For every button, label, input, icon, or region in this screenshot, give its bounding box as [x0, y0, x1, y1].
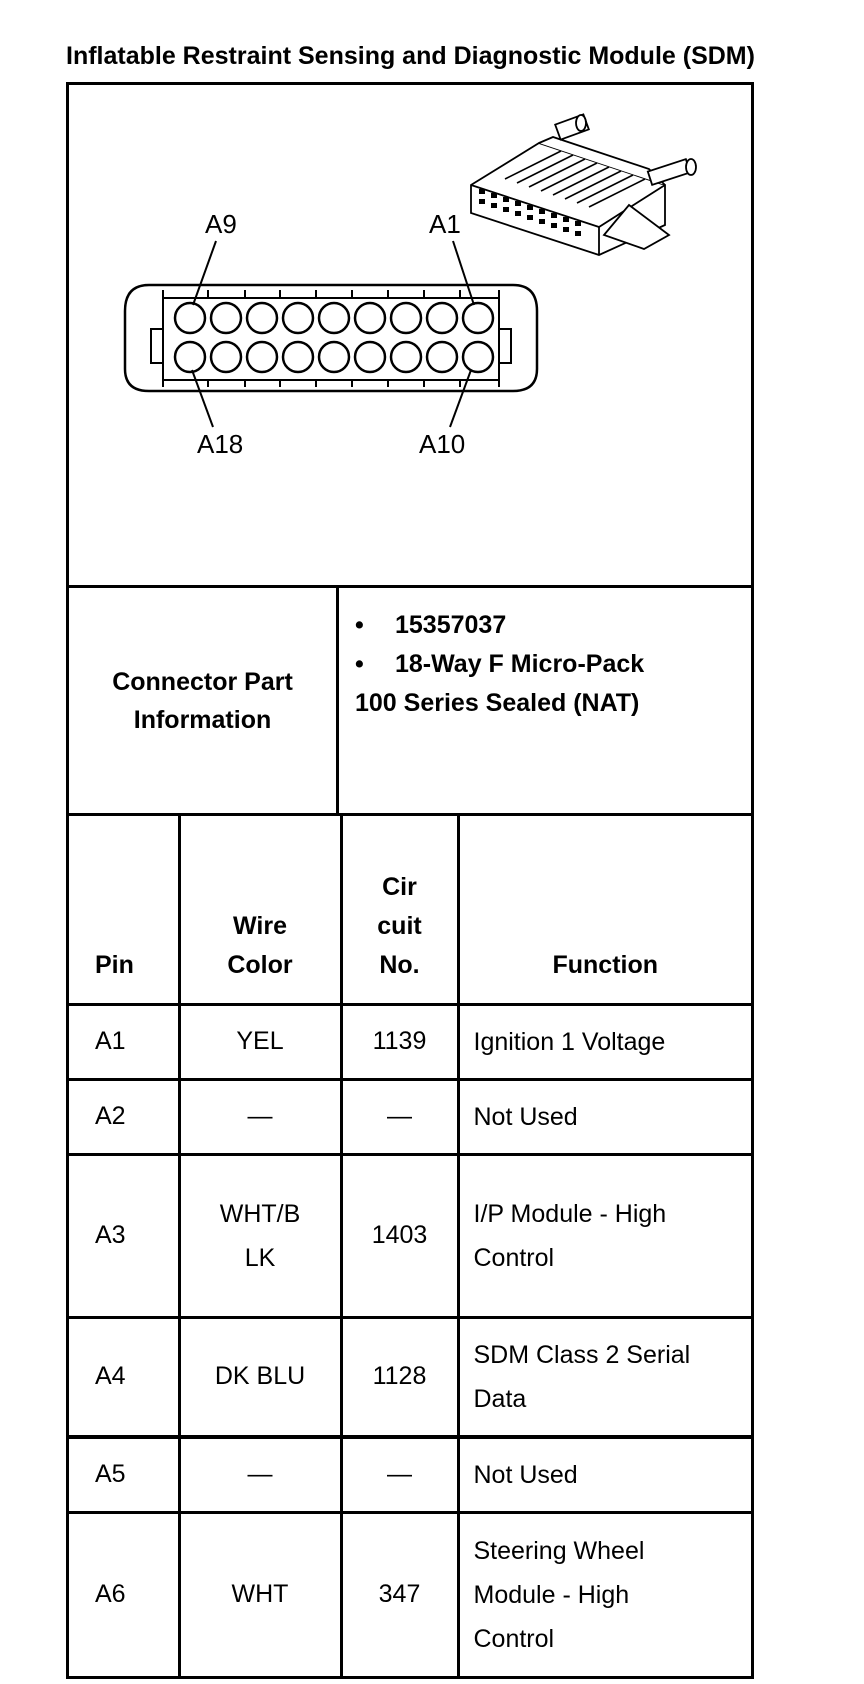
pin-cell: A2 — [69, 1079, 179, 1154]
wire-color-cell: YEL — [179, 1004, 341, 1079]
circuit-cell: 1403 — [341, 1154, 458, 1317]
connector-end-view-table — [66, 82, 754, 1679]
part-number: 15357037 — [395, 611, 507, 639]
pinout-table — [69, 816, 751, 1679]
part-number-line — [355, 606, 751, 645]
wire-color-cell: — — [179, 1079, 341, 1154]
wire-color-cell: DK BLU — [179, 1317, 341, 1437]
header-circuit-line2: cuit — [377, 911, 422, 940]
function-line2: Control — [473, 1243, 555, 1272]
table-row — [69, 1317, 751, 1437]
circuit-cell: — — [341, 1437, 458, 1512]
pin-cell: A3 — [69, 1154, 179, 1317]
connector-description-line2: 100 Series Sealed (NAT) — [355, 689, 640, 717]
pin-label-a9: A9 — [205, 209, 237, 239]
connector-part-info-label — [69, 588, 339, 813]
pin-label-a10: A10 — [419, 429, 466, 459]
connector-diagram — [69, 85, 751, 588]
document-title: Inflatable Restraint Sensing and Diagnostic Module (SDM) — [66, 42, 755, 70]
function-line1: I/P Module - High — [473, 1199, 667, 1228]
connector-part-info-value — [339, 588, 751, 813]
function-line2: Module - High — [473, 1580, 630, 1609]
table-row — [69, 1154, 751, 1317]
circuit-cell: — — [341, 1079, 458, 1154]
wire-color-cell — [179, 1154, 341, 1317]
table-row — [69, 1004, 751, 1079]
circuit-cell: 1139 — [341, 1004, 458, 1079]
pin-cavities-bottom-row — [175, 342, 493, 372]
wire-color-line2: LK — [244, 1243, 276, 1272]
wire-color-cell: — — [179, 1437, 341, 1512]
header-circuit-line1: Cir — [382, 872, 417, 901]
right-latch — [499, 329, 511, 363]
function-line2: Data — [473, 1384, 527, 1413]
header-function: Function — [458, 816, 751, 1004]
function-line1: SDM Class 2 Serial — [473, 1340, 691, 1369]
function-cell: Ignition 1 Voltage — [458, 1004, 751, 1079]
pin-label-a18: A18 — [197, 429, 244, 459]
connector-description-line1 — [355, 645, 751, 684]
connector-part-label-line1: Connector Part — [112, 667, 293, 696]
table-row — [69, 1079, 751, 1154]
function-cell: Not Used — [458, 1437, 751, 1512]
connector-part-info-row — [69, 588, 751, 816]
header-circuit-no — [341, 816, 458, 1004]
function-line3: Control — [473, 1624, 555, 1653]
function-cell — [458, 1154, 751, 1317]
connector-3d-illustration — [471, 114, 696, 255]
function-cell — [458, 1317, 751, 1437]
header-wire-line2: Color — [227, 950, 293, 979]
left-latch — [151, 329, 163, 363]
table-row — [69, 1437, 751, 1512]
header-circuit-line3: No. — [379, 950, 420, 979]
header-pin: Pin — [69, 816, 179, 1004]
pin-cell: A6 — [69, 1512, 179, 1677]
bullet: • — [355, 611, 364, 639]
connector-face-drawing — [69, 85, 751, 585]
circuit-cell: 1128 — [341, 1317, 458, 1437]
table-row — [69, 1512, 751, 1677]
connector-part-label-line2: Information — [133, 705, 272, 734]
header-wire-line1: Wire — [233, 911, 287, 940]
wire-color-cell: WHT — [179, 1512, 341, 1677]
pin-cell: A4 — [69, 1317, 179, 1437]
pin-cavities-top-row — [175, 303, 493, 333]
function-cell: Not Used — [458, 1079, 751, 1154]
circuit-cell: 347 — [341, 1512, 458, 1677]
function-cell — [458, 1512, 751, 1677]
pin-cell: A5 — [69, 1437, 179, 1512]
wire-color-line1: WHT/B — [219, 1199, 301, 1228]
bullet: • — [355, 650, 364, 678]
pin-cell: A1 — [69, 1004, 179, 1079]
connector-description-text1: 18-Way F Micro-Pack — [395, 650, 645, 678]
table-header-row — [69, 816, 751, 1004]
header-wire-color — [179, 816, 341, 1004]
pin-label-a1: A1 — [429, 209, 461, 239]
function-line1: Steering Wheel — [473, 1536, 645, 1565]
